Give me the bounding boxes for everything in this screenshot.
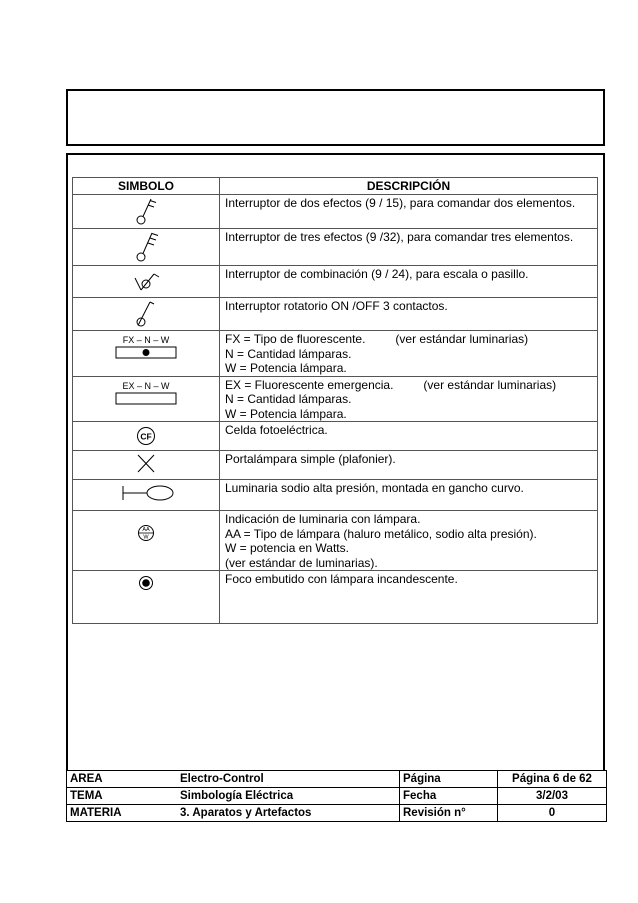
- description-line: Luminaria sodio alta presión, montada en gancho curvo.: [225, 481, 524, 495]
- table-row: [73, 298, 598, 331]
- symbol-cell: [73, 376, 220, 422]
- column-header-symbol: SIMBOLO: [73, 178, 220, 195]
- emergency-fluorescent-symbol-label: EX – N – W: [122, 380, 170, 391]
- luminaire-indicator-icon: [126, 511, 166, 567]
- tema-label: TEMA: [67, 788, 178, 805]
- tema-value: Simbología Eléctrica: [177, 788, 400, 805]
- description-line: Portalámpara simple (plafonier).: [225, 452, 396, 466]
- photocell-icon: [126, 422, 166, 449]
- table-row: [73, 480, 598, 511]
- description-line: N = Cantidad lámparas.: [225, 346, 352, 361]
- footer-table: [66, 770, 607, 822]
- description-line: W = potencia en Watts.: [225, 541, 349, 555]
- lampholder-icon: [126, 451, 166, 478]
- table-row: [73, 229, 598, 266]
- description-line: [225, 378, 593, 393]
- description-cell: [220, 376, 598, 422]
- symbol-table: [72, 177, 598, 624]
- table-row: [73, 422, 598, 451]
- description-cell: [220, 229, 598, 266]
- symbol-cell: [73, 266, 220, 298]
- area-label: AREA: [67, 771, 178, 788]
- description-line: Interruptor de tres efectos (9 /32), para comandar tres elementos.: [225, 230, 574, 244]
- pagina-value: Página 6 de 62: [498, 771, 607, 788]
- recessed-spotlight-icon: [126, 571, 166, 622]
- description-cell: [220, 571, 598, 624]
- table-header-row: [73, 178, 598, 195]
- symbol-cell: [73, 571, 220, 624]
- description-cell: [220, 480, 598, 511]
- emergency-fluorescent-icon: [73, 377, 219, 420]
- table-row: [73, 376, 598, 422]
- description-line: W = Potencia lámpara.: [225, 406, 347, 421]
- table-row: [73, 266, 598, 298]
- area-value: Electro-Control: [177, 771, 400, 788]
- symbol-cell: [73, 480, 220, 511]
- description-line: [225, 332, 593, 347]
- fluorescent-symbol-label: FX – N – W: [122, 335, 170, 345]
- symbol-cell: [73, 511, 220, 571]
- description-cell: [220, 422, 598, 451]
- fecha-value: 3/2/03: [498, 788, 607, 805]
- description-cell: [220, 451, 598, 480]
- table-row: [73, 451, 598, 480]
- description-text: EX = Fluorescente emergencia.: [225, 377, 394, 392]
- photocell-symbol-label: CF: [140, 431, 152, 442]
- symbol-cell: [73, 422, 220, 451]
- description-line: N = Cantidad lámparas.: [225, 392, 352, 406]
- symbol-cell: [73, 331, 220, 377]
- header-box: [66, 89, 605, 146]
- table-row: [73, 511, 598, 571]
- column-header-description: DESCRIPCIÓN: [220, 178, 598, 195]
- symbol-cell: [73, 229, 220, 266]
- description-line: Celda fotoeléctrica.: [225, 423, 328, 437]
- fecha-label: Fecha: [400, 788, 498, 805]
- materia-label: MATERIA: [67, 805, 178, 822]
- description-line: Interruptor de dos efectos (9 / 15), para comandar dos elementos.: [225, 196, 576, 210]
- triple-switch-icon: [126, 229, 166, 264]
- description-line: Interruptor rotatorio ON /OFF 3 contactos.: [225, 299, 448, 313]
- double-switch-icon: [126, 195, 166, 227]
- description-note: (ver estándar luminarias): [423, 377, 557, 392]
- indicator-label-bottom: W: [143, 534, 149, 541]
- symbol-cell: [73, 195, 220, 229]
- description-cell: [220, 511, 598, 571]
- description-note: (ver estándar luminarias): [395, 332, 529, 346]
- description-line: Foco embutido con lámpara incandescente.: [225, 572, 458, 586]
- footer-row: [67, 805, 607, 822]
- description-cell: [220, 266, 598, 298]
- revision-label: Revisión n°: [400, 805, 498, 822]
- symbol-cell: [73, 451, 220, 480]
- description-cell: [220, 195, 598, 229]
- rotary-switch-icon: [126, 298, 166, 329]
- description-text: FX = Tipo de fluorescente.: [225, 332, 366, 346]
- footer-row: [67, 788, 607, 805]
- sodium-luminaire-icon: [73, 480, 219, 509]
- description-line: Indicación de luminaria con lámpara.: [225, 512, 421, 526]
- footer-row: [67, 771, 607, 788]
- revision-value: 0: [498, 805, 607, 822]
- description-line: (ver estándar de luminarias).: [225, 555, 378, 570]
- indicator-label-top: AA: [142, 527, 150, 533]
- table-row: [73, 571, 598, 624]
- description-cell: [220, 298, 598, 331]
- description-cell: [220, 331, 598, 377]
- table-row: [73, 195, 598, 229]
- description-line: AA = Tipo de lámpara (haluro metálico, sodio alta presión).: [225, 526, 537, 541]
- materia-value: 3. Aparatos y Artefactos: [177, 805, 400, 822]
- fluorescent-icon: [73, 331, 219, 373]
- description-line: Interruptor de combinación (9 / 24), para escala o pasillo.: [225, 267, 529, 281]
- pagina-label: Página: [400, 771, 498, 788]
- description-line: W = Potencia lámpara.: [225, 361, 347, 375]
- combination-switch-icon: [126, 266, 166, 296]
- symbol-cell: [73, 298, 220, 331]
- table-row: [73, 331, 598, 377]
